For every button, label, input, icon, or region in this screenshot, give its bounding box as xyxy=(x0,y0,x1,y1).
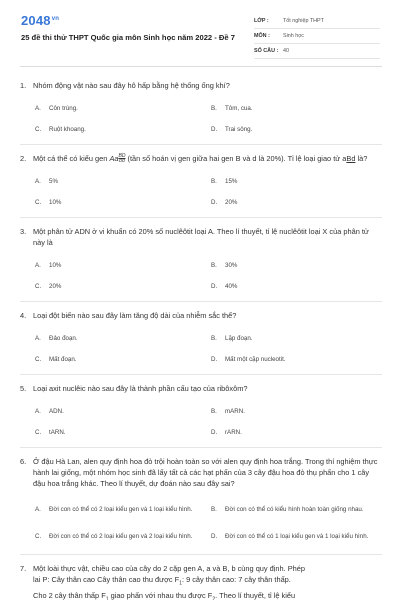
option-text: Ruột khoang. xyxy=(49,125,86,133)
option-letter: B. xyxy=(211,262,217,270)
meta-value: Tốt nghiệp THPT xyxy=(283,18,324,24)
option-text: 30% xyxy=(225,261,238,269)
option-text: 40% xyxy=(225,282,238,290)
option-text: Lặp đoạn. xyxy=(225,334,253,342)
option-text: 20% xyxy=(49,282,62,290)
meta-value: 40 xyxy=(283,48,289,54)
answer-option[interactable] xyxy=(35,171,207,192)
genotype-fraction: $\frac{BD}{bd}$ xyxy=(118,153,126,165)
answer-option[interactable] xyxy=(211,255,383,276)
answer-options xyxy=(20,328,382,370)
option-letter: C. xyxy=(35,429,42,437)
option-text: 20% xyxy=(225,198,238,206)
question-text: Ở đậu Hà Lan, alen quy định hoa đỏ trội hoàn toàn so với alen quy định hoa trắng. Trong thí nghiệm thực hành lai giống, một nhóm học sinh đã lấy tất cả các hạt phấn của 3 cây đậu hoa đỏ thụ phấn cho 1 cây đậu hoa trắng khác. Theo lí thuyết, dự đoán nào sau đây sai? xyxy=(33,457,378,489)
answer-option[interactable] xyxy=(35,98,207,119)
question-text: Một cá thể có kiểu gen xyxy=(33,154,108,163)
question-number: 4. xyxy=(20,311,27,321)
answer-option[interactable] xyxy=(211,276,383,297)
answer-options xyxy=(20,401,382,443)
question-text: Nhóm động vật nào sau đây hô hấp bằng hệ thống ống khí? xyxy=(33,81,230,90)
question-divider xyxy=(20,374,382,375)
document-meta xyxy=(254,14,380,59)
answer-option[interactable] xyxy=(35,119,207,140)
question-number: 2. xyxy=(20,154,27,163)
question-divider xyxy=(20,447,382,448)
answer-options xyxy=(20,98,382,140)
meta-value: Sinh học xyxy=(283,33,304,39)
meta-row-class xyxy=(254,14,380,29)
option-letter: D. xyxy=(211,199,218,207)
question-number: 6. xyxy=(20,457,27,467)
meta-key: MÔN : xyxy=(254,33,270,39)
question-5 xyxy=(20,383,382,443)
option-letter: D. xyxy=(211,356,218,364)
option-letter: B. xyxy=(211,408,217,416)
question-text: Loại axit nuclêic nào sau đây là thành phần cấu tạo của ribôxôm? xyxy=(33,384,248,394)
answer-option[interactable] xyxy=(211,401,383,422)
option-text: mARN. xyxy=(225,407,245,415)
option-letter: C. xyxy=(35,126,42,133)
option-letter: A. xyxy=(35,335,41,343)
option-text: Đời con có thể có 2 loại kiểu gen và 2 loại kiểu hình. xyxy=(49,532,193,540)
question-divider xyxy=(20,144,382,145)
meta-key: SỐ CÂU : xyxy=(254,48,279,54)
question-text: Loại đột biến nào sau đây làm tăng độ dài của nhiễm sắc thể? xyxy=(33,311,237,321)
answer-option[interactable] xyxy=(211,523,383,550)
option-letter: B. xyxy=(211,335,217,343)
option-letter: A. xyxy=(35,262,41,270)
option-letter: A. xyxy=(35,178,41,186)
meta-row-count xyxy=(254,44,380,59)
answer-option[interactable] xyxy=(211,171,383,192)
option-text: 15% xyxy=(225,177,238,185)
question-number: 7. xyxy=(20,564,27,574)
question-list xyxy=(20,80,382,600)
option-letter: A. xyxy=(35,408,41,416)
option-letter: C. xyxy=(35,533,42,541)
meta-row-subject xyxy=(254,29,380,44)
option-letter: D. xyxy=(211,429,218,437)
option-text: Mất đoạn. xyxy=(49,355,77,363)
option-text: 10% xyxy=(49,198,62,206)
question-number: 5. xyxy=(20,384,27,394)
question-divider xyxy=(20,554,382,555)
option-text: Đời con có thể có kiểu hình hoàn toàn giống nhau. xyxy=(225,505,364,513)
question-7: 7. Một loài thực vật, chiều cao của cây do 2 cặp gen A, a và B, b cùng quy định. Phép lai P: Cây thân cao Cây thân cao thu được $F_1$: 9 cây thân cao: 7 cây thân thấp. Cho 2 cây thân thấp $F_1$ giao phấn với nhau thu được $F_2$. Theo lí thuyết, tỉ lệ kiểu xyxy=(20,564,306,600)
option-letter: A. xyxy=(35,506,41,514)
answer-option[interactable] xyxy=(35,496,207,523)
document-title: 25 đề thi thử THPT Quốc gia môn Sinh học năm 2022 - Đề 7 xyxy=(21,33,235,42)
header-divider xyxy=(20,66,382,67)
option-letter: D. xyxy=(211,126,218,133)
answer-option[interactable] xyxy=(211,119,383,140)
question-3 xyxy=(20,226,382,297)
logo-suffix: vn xyxy=(51,16,60,22)
answer-options xyxy=(20,255,382,297)
option-text: ADN. xyxy=(49,407,64,415)
option-letter: C. xyxy=(35,283,42,291)
option-text: Đời con có thể có 2 loại kiểu gen và 1 loại kiểu hình. xyxy=(49,505,193,513)
option-text: Đời con có thể có 1 loại kiểu gen và 1 loại kiểu hình. xyxy=(225,532,369,540)
answer-option[interactable] xyxy=(35,523,207,550)
answer-option[interactable] xyxy=(211,349,383,370)
option-letter: C. xyxy=(35,199,42,207)
underlined-gamete: Bd xyxy=(346,154,356,163)
answer-option[interactable] xyxy=(35,276,207,297)
answer-option[interactable] xyxy=(211,422,383,443)
option-text: rARN. xyxy=(225,428,242,436)
question-number: 3. xyxy=(20,227,27,237)
answer-option[interactable] xyxy=(35,328,207,349)
question-text-line: Một loài thực vật, chiều cao của cây do 2 cặp gen A, a và B, b cùng quy định. Phép xyxy=(33,564,306,574)
question-4 xyxy=(20,310,382,370)
option-text: Trai sông. xyxy=(225,125,253,133)
answer-option[interactable] xyxy=(35,255,207,276)
question-divider xyxy=(20,301,382,302)
logo-text: 2048 xyxy=(21,13,51,28)
option-letter: D. xyxy=(211,533,218,541)
answer-option[interactable] xyxy=(211,98,383,119)
option-text: Tôm, cua. xyxy=(225,104,253,112)
option-text: 10% xyxy=(49,261,62,269)
answer-option[interactable] xyxy=(35,349,207,370)
option-letter: A. xyxy=(35,105,41,112)
answer-option[interactable] xyxy=(211,496,383,523)
answer-options xyxy=(20,171,382,213)
option-letter: D. xyxy=(211,283,218,291)
option-text: 5% xyxy=(49,177,58,185)
answer-options xyxy=(20,496,382,550)
meta-key: LỚP : xyxy=(254,18,269,24)
option-text: Mất một cặp nucleotit. xyxy=(225,355,286,363)
question-divider xyxy=(20,217,382,218)
option-text: Côn trùng. xyxy=(49,104,78,112)
option-letter: B. xyxy=(211,105,217,112)
option-letter: B. xyxy=(211,506,217,514)
answer-option[interactable] xyxy=(35,401,207,422)
site-logo[interactable] xyxy=(21,13,59,28)
answer-option[interactable] xyxy=(35,192,207,213)
genotype-text: Aa xyxy=(109,154,119,163)
document-header xyxy=(0,0,400,64)
option-letter: B. xyxy=(211,178,217,186)
answer-option[interactable] xyxy=(35,422,207,443)
option-letter: C. xyxy=(35,356,42,364)
answer-option[interactable] xyxy=(211,328,383,349)
question-6 xyxy=(20,456,382,550)
question-1 xyxy=(20,80,382,140)
option-text: tARN. xyxy=(49,428,66,436)
question-2: 2. Một cá thể có kiểu gen Aa $\frac{BD}{bd}$ (tần số hoán vị gen giữa hai gen B và d là 20%). Tỉ lệ loại giao tử aBd là? A. 5% B. 15% C. 10% D. 20% xyxy=(20,153,382,213)
question-text: Một phân tử ADN ở vi khuẩn có 20% số nuclêôtit loại A. Theo lí thuyết, tỉ lệ nuclêôtit loại X của phân tử này là xyxy=(33,227,369,248)
answer-option[interactable] xyxy=(211,192,383,213)
question-number: 1. xyxy=(20,81,27,90)
option-text: Đảo đoạn. xyxy=(49,334,78,342)
